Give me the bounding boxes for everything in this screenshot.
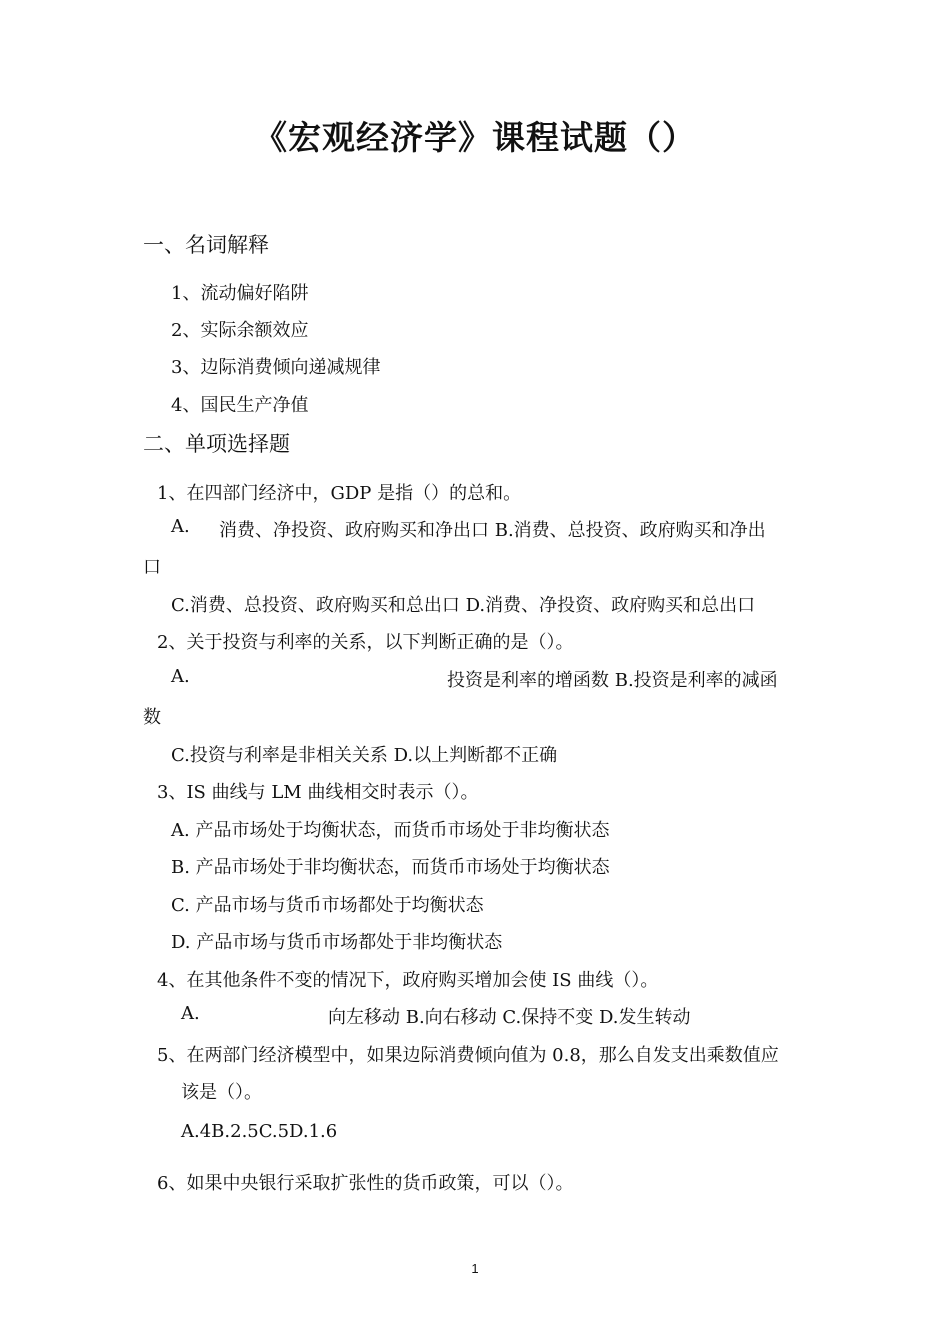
term-item: 3、边际消费倾向递减规律 [171, 357, 381, 378]
option-label: A. [171, 666, 190, 687]
term-item: 4、国民生产净值 [171, 395, 309, 416]
option-text: 投资是利率的增函数 B.投资是利率的减函 [447, 670, 778, 691]
option-text: A. 产品市场处于均衡状态，而货币市场处于非均衡状态 [171, 820, 610, 841]
section-heading-terms: 一、名词解释 [143, 233, 269, 257]
option-label: A. [171, 516, 190, 537]
option-text: A.4B.2.5C.5D.1.6 [181, 1121, 338, 1142]
option-text: 向左移动 B.向右移动 C.保持不变 D.发生转动 [328, 1007, 691, 1028]
option-label: A. [181, 1003, 200, 1024]
option-text: C.消费、总投资、政府购买和总出口 D.消费、净投资、政府购买和总出口 [171, 595, 756, 616]
page-title: 《宏观经济学》课程试题（） [254, 118, 696, 157]
option-wrap: 数 [143, 707, 161, 728]
option-text: D. 产品市场与货币市场都处于非均衡状态 [171, 932, 503, 953]
option-text: 消费、净投资、政府购买和净出口 B.消费、总投资、政府购买和净出 [219, 520, 766, 541]
question-stem: 1、在四部门经济中，GDP 是指（）的总和。 [157, 483, 522, 504]
term-item: 1、流动偏好陷阱 [171, 283, 309, 304]
page-number: 1 [471, 1261, 479, 1276]
question-stem: 2、关于投资与利率的关系，以下判断正确的是（）。 [157, 632, 574, 653]
question-stem: 5、在两部门经济模型中，如果边际消费倾向值为 0.8，那么自发支出乘数值应 [157, 1045, 779, 1066]
option-text: C.投资与利率是非相关关系 D.以上判断都不正确 [171, 745, 558, 766]
term-item: 2、实际余额效应 [171, 320, 309, 341]
question-stem: 3、IS 曲线与 LM 曲线相交时表示（）。 [157, 782, 479, 803]
question-stem-wrap: 该是（）。 [181, 1082, 262, 1103]
section-heading-choice: 二、单项选择题 [143, 432, 290, 456]
question-stem: 4、在其他条件不变的情况下，政府购买增加会使 IS 曲线（）。 [157, 970, 659, 991]
option-text: C. 产品市场与货币市场都处于均衡状态 [171, 895, 484, 916]
question-stem: 6、如果中央银行采取扩张性的货币政策，可以（）。 [157, 1173, 574, 1194]
option-wrap: 口 [143, 557, 161, 578]
option-text: B. 产品市场处于非均衡状态，而货币市场处于均衡状态 [171, 857, 610, 878]
